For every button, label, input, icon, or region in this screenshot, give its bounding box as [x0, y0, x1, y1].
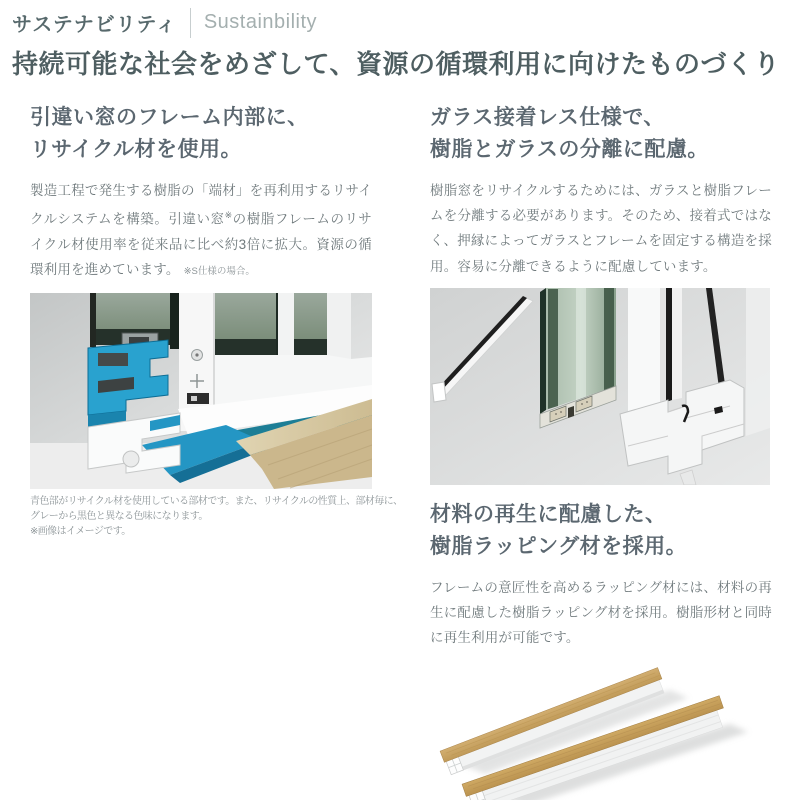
recycled-material-caption [30, 494, 403, 539]
header-title-en: Sustainbility [203, 11, 318, 33]
section-glass-separation [430, 102, 772, 485]
wrapping-material-body: フレームの意匠性を高めるラッピング材には、材料の再生に配慮した樹脂ラッピング材を採用。樹脂形材と同時に再生利用が可能です。 [430, 580, 772, 646]
glass-separation-photo [430, 288, 772, 485]
heading-line: 引違い窓のフレーム内部に、 [30, 106, 309, 129]
caption-line: 青色部がリサイクル材を使用している部材です。また、リサイクルの性質上、部材毎に、 [30, 496, 403, 508]
caption-line: グレーから黒色と異なる色味になります。 [30, 511, 208, 523]
section-recycled-material [30, 102, 403, 800]
glass-separation-heading [430, 102, 772, 165]
heading-line: 樹脂ラッピング材を採用。 [430, 534, 688, 558]
heading-line: リサイクル材を使用。 [30, 137, 243, 161]
section-wrapping-material [430, 499, 772, 800]
page-header [0, 0, 800, 38]
recycled-frame-cutaway-image [30, 293, 372, 489]
wrapping-material-image [430, 660, 770, 800]
glass-separation-image [430, 288, 770, 485]
heading-line: 樹脂とガラスの分離に配慮。 [430, 137, 709, 161]
content-columns [0, 102, 800, 800]
reference-mark: ※ [224, 210, 233, 221]
glass-separation-body: 樹脂窓をリサイクルするためには、ガラスと樹脂フレームを分離する必要があります。そのため、接着式ではなく、押縁によってガラスとフレームを固定する構造を採用。容易に分離できるように配慮しています。 [430, 183, 772, 274]
recycled-material-body: 製造工程で発生する樹脂の「端材」を再利用するリサイクルシステムを構築。引違い窓※の樹脂フレームのリサイクル材使用率を従来品に比べ約3倍に拡大。資源の循環利用を進めています。 ※S仕様の場合。 [30, 183, 372, 278]
wrapping-material-photo [430, 660, 772, 800]
spec-note: ※S仕様の場合。 [183, 266, 255, 278]
caption-line: ※画像はイメージです。 [30, 526, 131, 538]
heading-line: 材料の再生に配慮した、 [430, 503, 667, 526]
header-title-ja: サステナビリティ [12, 14, 177, 36]
recycled-frame-photo [30, 293, 372, 489]
right-column [430, 102, 772, 800]
page-title: 持続可能な社会をめざして、資源の循環利用に向けたものづくり [12, 49, 780, 79]
heading-line: ガラス接着レス仕様で、 [430, 106, 665, 129]
header-divider [190, 8, 191, 38]
recycled-material-heading [30, 102, 372, 165]
wrapping-material-heading [430, 499, 772, 562]
